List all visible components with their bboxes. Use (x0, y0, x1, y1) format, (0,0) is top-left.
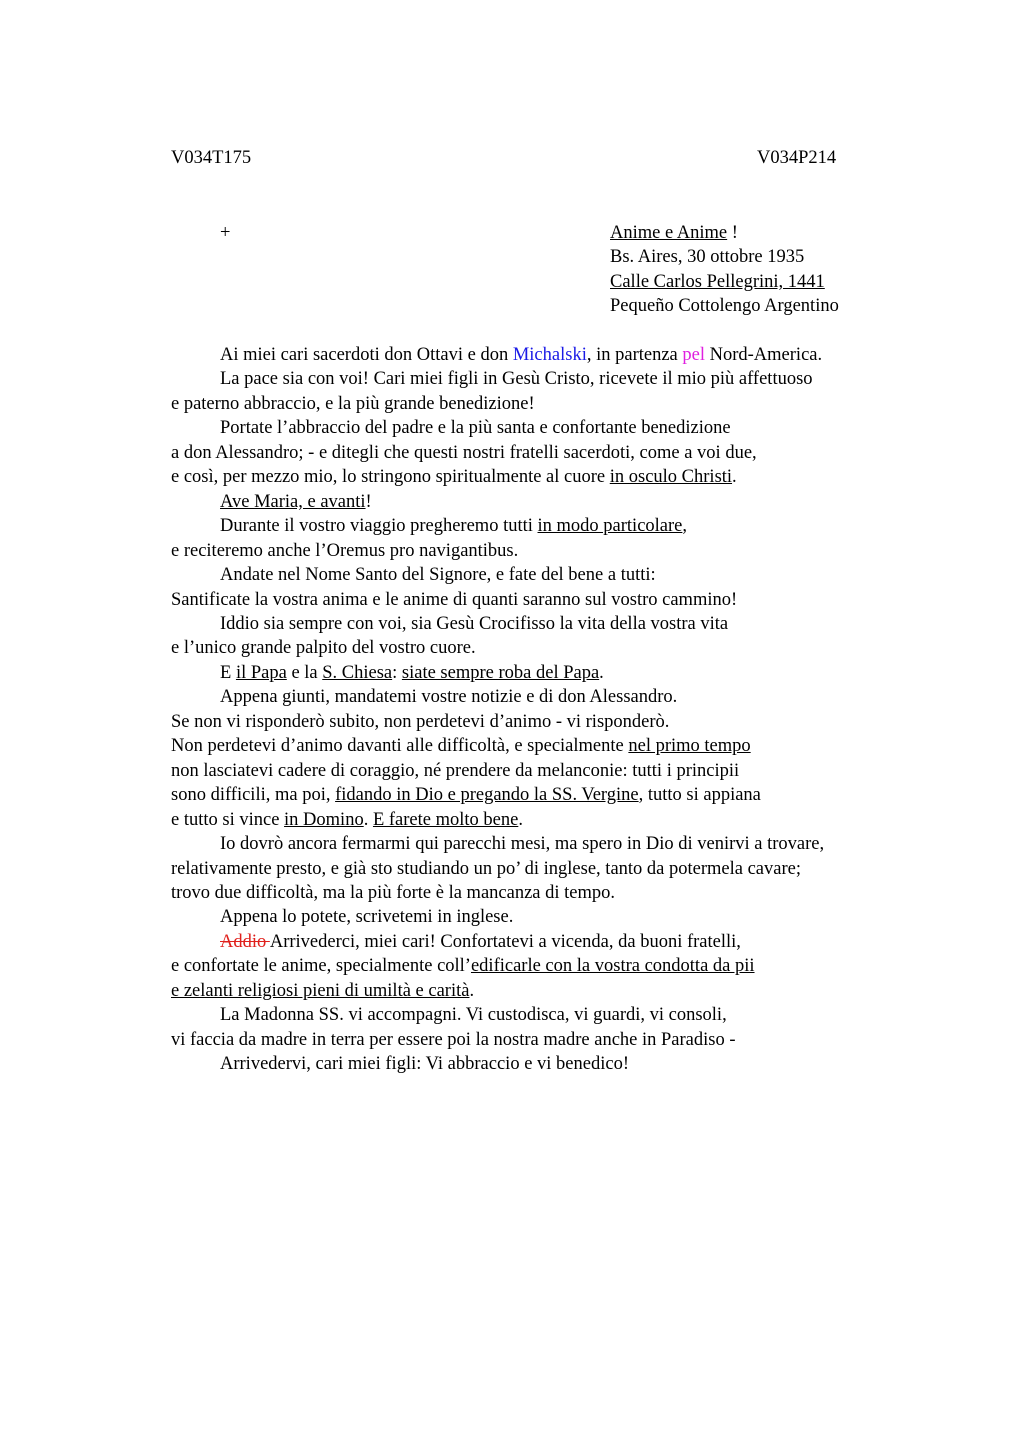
body-line: e l’unico grande palpito del vostro cuore. (171, 638, 476, 658)
body-line: Io dovrò ancora fermarmi qui parecchi mesi, ma spero in Dio di venirvi a trovare, (220, 834, 825, 854)
institution-line: Pequeño Cottolengo Argentino (610, 296, 839, 316)
body-line: Ave Maria, e avanti! (220, 492, 372, 512)
motto-mark: ! (727, 223, 738, 243)
body-line: non lasciatevi cadere di coraggio, né prendere da melanconie: tutti i principii (171, 761, 740, 781)
body-line: e confortate le anime, specialmente coll’edificarle con la vostra condotta da pii (171, 956, 755, 976)
body-line: relativamente presto, e già sto studiando un po’ di inglese, tanto da potermela cavare; (171, 859, 801, 879)
body-line: Andate nel Nome Santo del Signore, e fate del bene a tutti: (220, 565, 656, 585)
body-line: e tutto si vince in Domino. E farete molto bene. (171, 810, 523, 830)
body-line: Iddio sia sempre con voi, sia Gesù Crocifisso la vita della vostra vita (220, 614, 729, 634)
body-line: e zelanti religiosi pieni di umiltà e carità. (171, 981, 475, 1001)
body-line: sono difficili, ma poi, fidando in Dio e pregando la SS. Vergine, tutto si appiana (171, 785, 761, 805)
document-code-right: V034P214 (757, 148, 837, 168)
cross-symbol: + (220, 223, 231, 243)
body-line: Se non vi risponderò subito, non perdetevi d’animo - vi risponderò. (171, 712, 670, 732)
body-line: e paterno abbraccio, e la più grande benedizione! (171, 394, 535, 414)
body-line: La Madonna SS. vi accompagni. Vi custodisca, vi guardi, vi consoli, (220, 1005, 727, 1025)
body-line: Santificate la vostra anima e le anime di quanti saranno sul vostro cammino! (171, 590, 738, 610)
body-line: trovo due difficoltà, ma la più forte è la mancanza di tempo. (171, 883, 616, 903)
highlighted-word: pel (682, 345, 705, 365)
body-line: E il Papa e la S. Chiesa: siate sempre roba del Papa. (220, 663, 604, 683)
address-line: Calle Carlos Pellegrini, 1441 (610, 272, 825, 292)
body-line: Non perdetevi d’animo davanti alle difficoltà, e specialmente nel primo tempo (171, 736, 751, 756)
body-line: Addio Arrivederci, miei cari! Confortatevi a vicenda, da buoni fratelli, (220, 932, 741, 952)
body-line: Appena lo potete, scrivetemi in inglese. (220, 907, 514, 927)
body-line: Durante il vostro viaggio pregheremo tutti in modo particolare, (220, 516, 688, 536)
body-line: Portate l’abbraccio del padre e la più santa e confortante benedizione (220, 418, 731, 438)
body-line: e così, per mezzo mio, lo stringono spiritualmente al cuore in osculo Christi. (171, 467, 737, 487)
body-line: Appena giunti, mandatemi vostre notizie e di don Alessandro. (220, 687, 678, 707)
highlighted-name: Michalski (512, 345, 587, 365)
body-line: e reciteremo anche l’Oremus pro navigantibus. (171, 541, 519, 561)
document-code-left: V034T175 (171, 148, 252, 168)
body-line: a don Alessandro; - e ditegli che questi nostri fratelli sacerdoti, come a voi due, (171, 443, 757, 463)
motto: Anime e Anime (610, 223, 728, 243)
closing-line: Arrivedervi, cari miei figli: Vi abbraccio e vi benedico! (220, 1054, 629, 1074)
motto-line (610, 221, 738, 246)
body-line: vi faccia da madre in terra per essere poi la nostra madre anche in Paradiso - (171, 1030, 736, 1050)
salutation-line: Ai miei cari sacerdoti don Ottavi e don Michalski, in partenza pel Nord-America. (220, 345, 823, 365)
deleted-word: Addio (220, 932, 270, 952)
date-line: Bs. Aires, 30 ottobre 1935 (610, 247, 805, 267)
body-line: La pace sia con voi! Cari miei figli in Gesù Cristo, ricevete il mio più affettuoso (220, 369, 813, 389)
